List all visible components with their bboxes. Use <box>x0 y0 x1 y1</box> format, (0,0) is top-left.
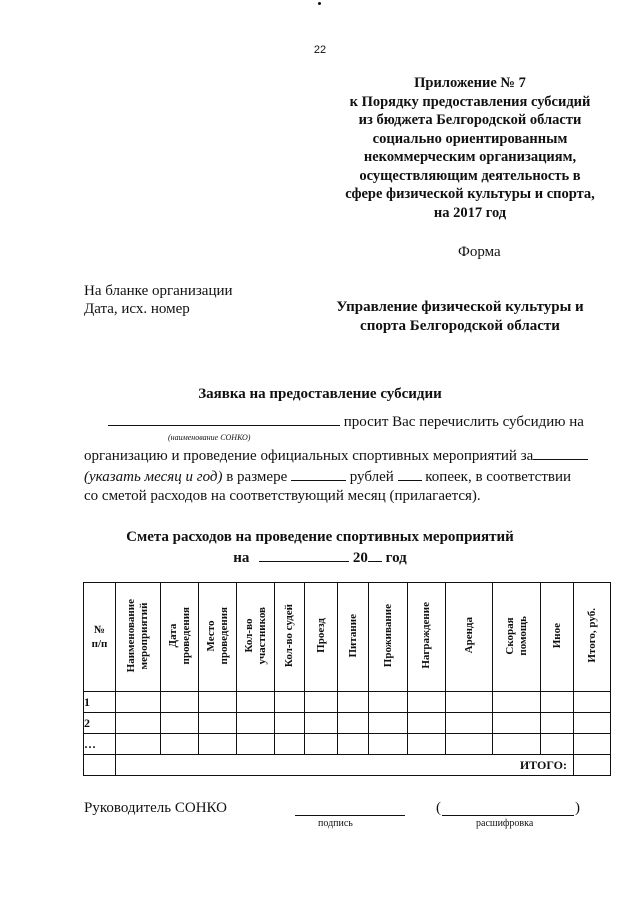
column-header: Награждение <box>408 583 446 692</box>
table-cell[interactable] <box>275 734 305 755</box>
decode-caption: расшифровка <box>476 818 534 829</box>
table-row <box>84 734 611 755</box>
table-cell[interactable] <box>408 692 446 713</box>
request-text: организацию и проведение официальных спортивных мероприятий за <box>84 448 534 464</box>
table-cell[interactable] <box>116 734 161 755</box>
letterhead-line: Дата, исх. номер <box>84 301 190 317</box>
request-text: в размере <box>222 469 291 485</box>
appendix-line: осуществляющим деятельность в <box>359 167 581 184</box>
estimate-period-field[interactable] <box>259 548 349 562</box>
addressee-block <box>300 298 620 336</box>
appendix-line: на 2017 год <box>433 204 507 221</box>
signature-line[interactable] <box>295 815 405 816</box>
org-name-hint: (наименование СОНКО) <box>168 433 251 442</box>
kopecks-field[interactable] <box>398 467 422 481</box>
column-header: Кол-во участников <box>237 583 275 692</box>
table-cell[interactable] <box>161 734 199 755</box>
letterhead-line: На бланке организации <box>84 283 233 299</box>
table-cell[interactable] <box>493 713 541 734</box>
table-row <box>84 713 611 734</box>
table-cell[interactable] <box>199 734 237 755</box>
row-number: 2 <box>84 713 116 734</box>
table-cell[interactable] <box>338 734 369 755</box>
request-line-3 <box>84 467 614 486</box>
table-cell[interactable] <box>305 734 338 755</box>
org-name-field[interactable] <box>108 412 340 426</box>
table-cell[interactable] <box>493 692 541 713</box>
request-text: просит Вас перечислить субсидию на <box>343 414 584 430</box>
letterhead-block <box>84 282 233 318</box>
table-cell <box>84 755 116 776</box>
table-cell[interactable] <box>116 692 161 713</box>
open-paren: ( <box>436 800 441 816</box>
table-cell[interactable] <box>369 734 408 755</box>
table-cell[interactable] <box>116 713 161 734</box>
appendix-line: к Порядку предоставления субсидий <box>349 93 591 110</box>
table-cell[interactable] <box>199 713 237 734</box>
request-title: Заявка на предоставление субсидии <box>198 386 442 402</box>
table-cell[interactable] <box>161 692 199 713</box>
table-row <box>84 692 611 713</box>
appendix-line: социально ориентированным <box>372 130 568 147</box>
table-cell[interactable] <box>408 734 446 755</box>
form-label: Форма <box>458 244 501 260</box>
request-text: со сметой расходов на соответствующий месяц (прилагается). <box>84 488 481 504</box>
column-header: Наименование мероприятий <box>116 583 161 692</box>
total-label: ИТОГО: <box>116 755 574 776</box>
total-row <box>84 755 611 776</box>
row-number: … <box>84 734 116 755</box>
table-cell[interactable] <box>574 734 611 755</box>
column-header: Питание <box>338 583 369 692</box>
table-cell[interactable] <box>237 713 275 734</box>
appendix-line: некоммерческим организациям, <box>363 149 577 165</box>
table-cell[interactable] <box>305 713 338 734</box>
column-header: Кол-во судей <box>275 583 305 692</box>
table-cell[interactable] <box>237 692 275 713</box>
page-number: 22 <box>313 44 327 56</box>
scan-mark <box>318 2 321 5</box>
year-field[interactable] <box>368 548 382 562</box>
request-text: копеек, в соответствии <box>421 469 572 485</box>
period-hint: (указать месяц и год) <box>84 469 223 485</box>
appendix-line: из бюджета Белгородской области <box>358 112 582 128</box>
column-header: Проезд <box>305 583 338 692</box>
table-cell[interactable] <box>541 713 574 734</box>
estimate-title: Смета расходов на проведение спортивных мероприятий <box>126 529 514 545</box>
column-header: Итого, руб. <box>574 583 611 692</box>
table-cell[interactable] <box>161 713 199 734</box>
period-prefix: на <box>233 550 250 566</box>
appendix-line: сфере физической культуры и спорта, <box>345 186 595 202</box>
signature-label: Руководитель СОНКО <box>84 800 227 816</box>
column-header: Аренда <box>446 583 493 692</box>
addressee-line: спорта Белгородской области <box>360 318 560 334</box>
table-cell[interactable] <box>237 734 275 755</box>
table-cell[interactable] <box>275 713 305 734</box>
number-header: № п/п <box>84 583 116 692</box>
request-line-1 <box>84 412 614 431</box>
table-cell[interactable] <box>199 692 237 713</box>
total-cell[interactable] <box>574 755 611 776</box>
column-header: Иное <box>541 583 574 692</box>
addressee-line: Управление физической культуры и <box>336 299 584 315</box>
request-line-2 <box>84 446 614 465</box>
period-field[interactable] <box>533 446 588 460</box>
table-cell[interactable] <box>369 692 408 713</box>
table-header-row <box>84 583 611 692</box>
estimate-period <box>0 548 640 569</box>
appendix-block <box>290 74 640 222</box>
table-cell[interactable] <box>574 713 611 734</box>
table-cell[interactable] <box>275 692 305 713</box>
table-cell[interactable] <box>446 692 493 713</box>
table-cell[interactable] <box>305 692 338 713</box>
period-suffix: год <box>385 550 407 566</box>
appendix-line: Приложение № 7 <box>414 75 526 91</box>
table-cell[interactable] <box>369 713 408 734</box>
table-cell[interactable] <box>493 734 541 755</box>
row-number: 1 <box>84 692 116 713</box>
column-header: Дата проведения <box>161 583 199 692</box>
estimate-table <box>83 582 611 776</box>
close-paren: ) <box>575 800 580 816</box>
signature-caption: подпись <box>318 818 353 829</box>
decode-line[interactable] <box>442 815 574 816</box>
estimate-title-block <box>0 527 640 569</box>
table-cell[interactable] <box>541 734 574 755</box>
table-cell[interactable] <box>446 713 493 734</box>
table-cell[interactable] <box>338 713 369 734</box>
request-text: рублей <box>345 469 398 485</box>
table-cell[interactable] <box>574 692 611 713</box>
table-cell[interactable] <box>408 713 446 734</box>
rubles-field[interactable] <box>291 467 346 481</box>
column-header: Место проведения <box>199 583 237 692</box>
request-line-4 <box>84 488 614 505</box>
column-header: Скорая помощь <box>493 583 541 692</box>
table-cell[interactable] <box>446 734 493 755</box>
period-year: 20 <box>352 550 368 566</box>
table-cell[interactable] <box>338 692 369 713</box>
table-cell[interactable] <box>541 692 574 713</box>
column-header: Проживание <box>369 583 408 692</box>
